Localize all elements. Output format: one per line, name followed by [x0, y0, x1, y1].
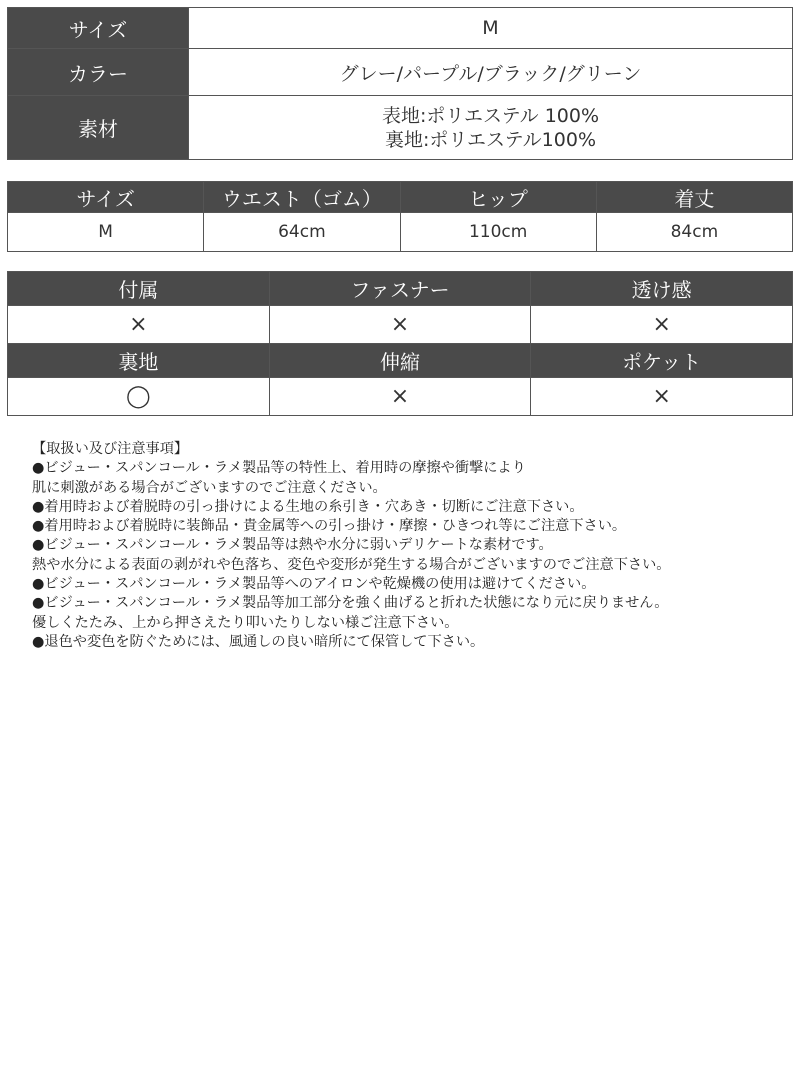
- feature-cell: ×: [8, 306, 270, 344]
- feature-value-row: [8, 306, 793, 344]
- size-header: ヒップ: [400, 182, 596, 213]
- note-line: ●ビジュー・スパンコール・ラメ製品等は熱や水分に弱いデリケートな素材です。: [32, 537, 553, 554]
- feature-cell: ◯: [8, 378, 270, 416]
- note-line: ●ビジュー・スパンコール・ラメ製品等加工部分を強く曲げると折れた状態になり元に戻りません。: [32, 595, 669, 612]
- spec-table: [7, 7, 793, 160]
- spec-size-value: M: [189, 8, 793, 49]
- feature-cell: ×: [531, 378, 793, 416]
- size-header: ウエスト（ゴム）: [204, 182, 400, 213]
- note-line: ●ビジュー・スパンコール・ラメ製品等へのアイロンや乾燥機の使用は避けてください。: [32, 576, 596, 593]
- size-header-row: [8, 182, 793, 213]
- note-line: 肌に刺激がある場合がございますのでご注意ください。: [32, 479, 387, 496]
- size-header: サイズ: [8, 182, 204, 213]
- feature-table: [7, 271, 793, 416]
- spec-color-label: カラー: [8, 49, 189, 96]
- note-line: 熱や水分による表面の剥がれや色落ち、変色や変形が発生する場合がございますのでご注意下さい。: [32, 556, 671, 573]
- feature-header: 伸縮: [269, 344, 531, 378]
- feature-header: 付属: [8, 272, 270, 306]
- spec-material-label: 素材: [8, 96, 189, 160]
- size-cell: 84cm: [596, 213, 792, 252]
- material-lining: 裏地:ポリエステル100%: [384, 128, 596, 151]
- spec-row-size: [8, 8, 793, 49]
- spec-row-material: [8, 96, 793, 160]
- size-header: 着丈: [596, 182, 792, 213]
- feature-header: ポケット: [531, 344, 793, 378]
- spec-color-value: グレー/パープル/ブラック/グリーン: [189, 49, 793, 96]
- note-line: ●着用時および着脱時に装飾品・貴金属等への引っ掛け・摩擦・ひきつれ等にご注意下さい。: [32, 518, 627, 535]
- note-line: ●ビジュー・スパンコール・ラメ製品等の特性上、着用時の摩擦や衝撃により: [32, 460, 526, 477]
- feature-cell: ×: [269, 378, 531, 416]
- material-outer: 表地:ポリエステル 100%: [381, 104, 600, 127]
- spec-material-value: [189, 96, 793, 160]
- feature-header-row: [8, 344, 793, 378]
- size-value-row: [8, 213, 793, 252]
- feature-header: 透け感: [531, 272, 793, 306]
- feature-cell: ×: [269, 306, 531, 344]
- size-table: [7, 181, 793, 252]
- feature-header-row: [8, 272, 793, 306]
- feature-cell: ×: [531, 306, 793, 344]
- feature-header: ファスナー: [269, 272, 531, 306]
- note-line: ●退色や変色を防ぐためには、風通しの良い暗所にて保管して下さい。: [32, 633, 485, 650]
- spec-size-label: サイズ: [8, 8, 189, 49]
- size-cell: 110cm: [400, 213, 596, 252]
- note-line: ●着用時および着脱時の引っ掛けによる生地の糸引き・穴あき・切断にご注意下さい。: [32, 498, 584, 515]
- notes-title: 【取扱い及び注意事項】: [32, 441, 189, 457]
- note-line: 優しくたたみ、上から押さえたり叩いたりしない様ご注意下さい。: [32, 614, 459, 631]
- care-notes: [32, 440, 792, 652]
- spec-row-color: [8, 49, 793, 96]
- feature-value-row: [8, 378, 793, 416]
- feature-header: 裏地: [8, 344, 270, 378]
- size-cell: 64cm: [204, 213, 400, 252]
- size-cell: M: [8, 213, 204, 252]
